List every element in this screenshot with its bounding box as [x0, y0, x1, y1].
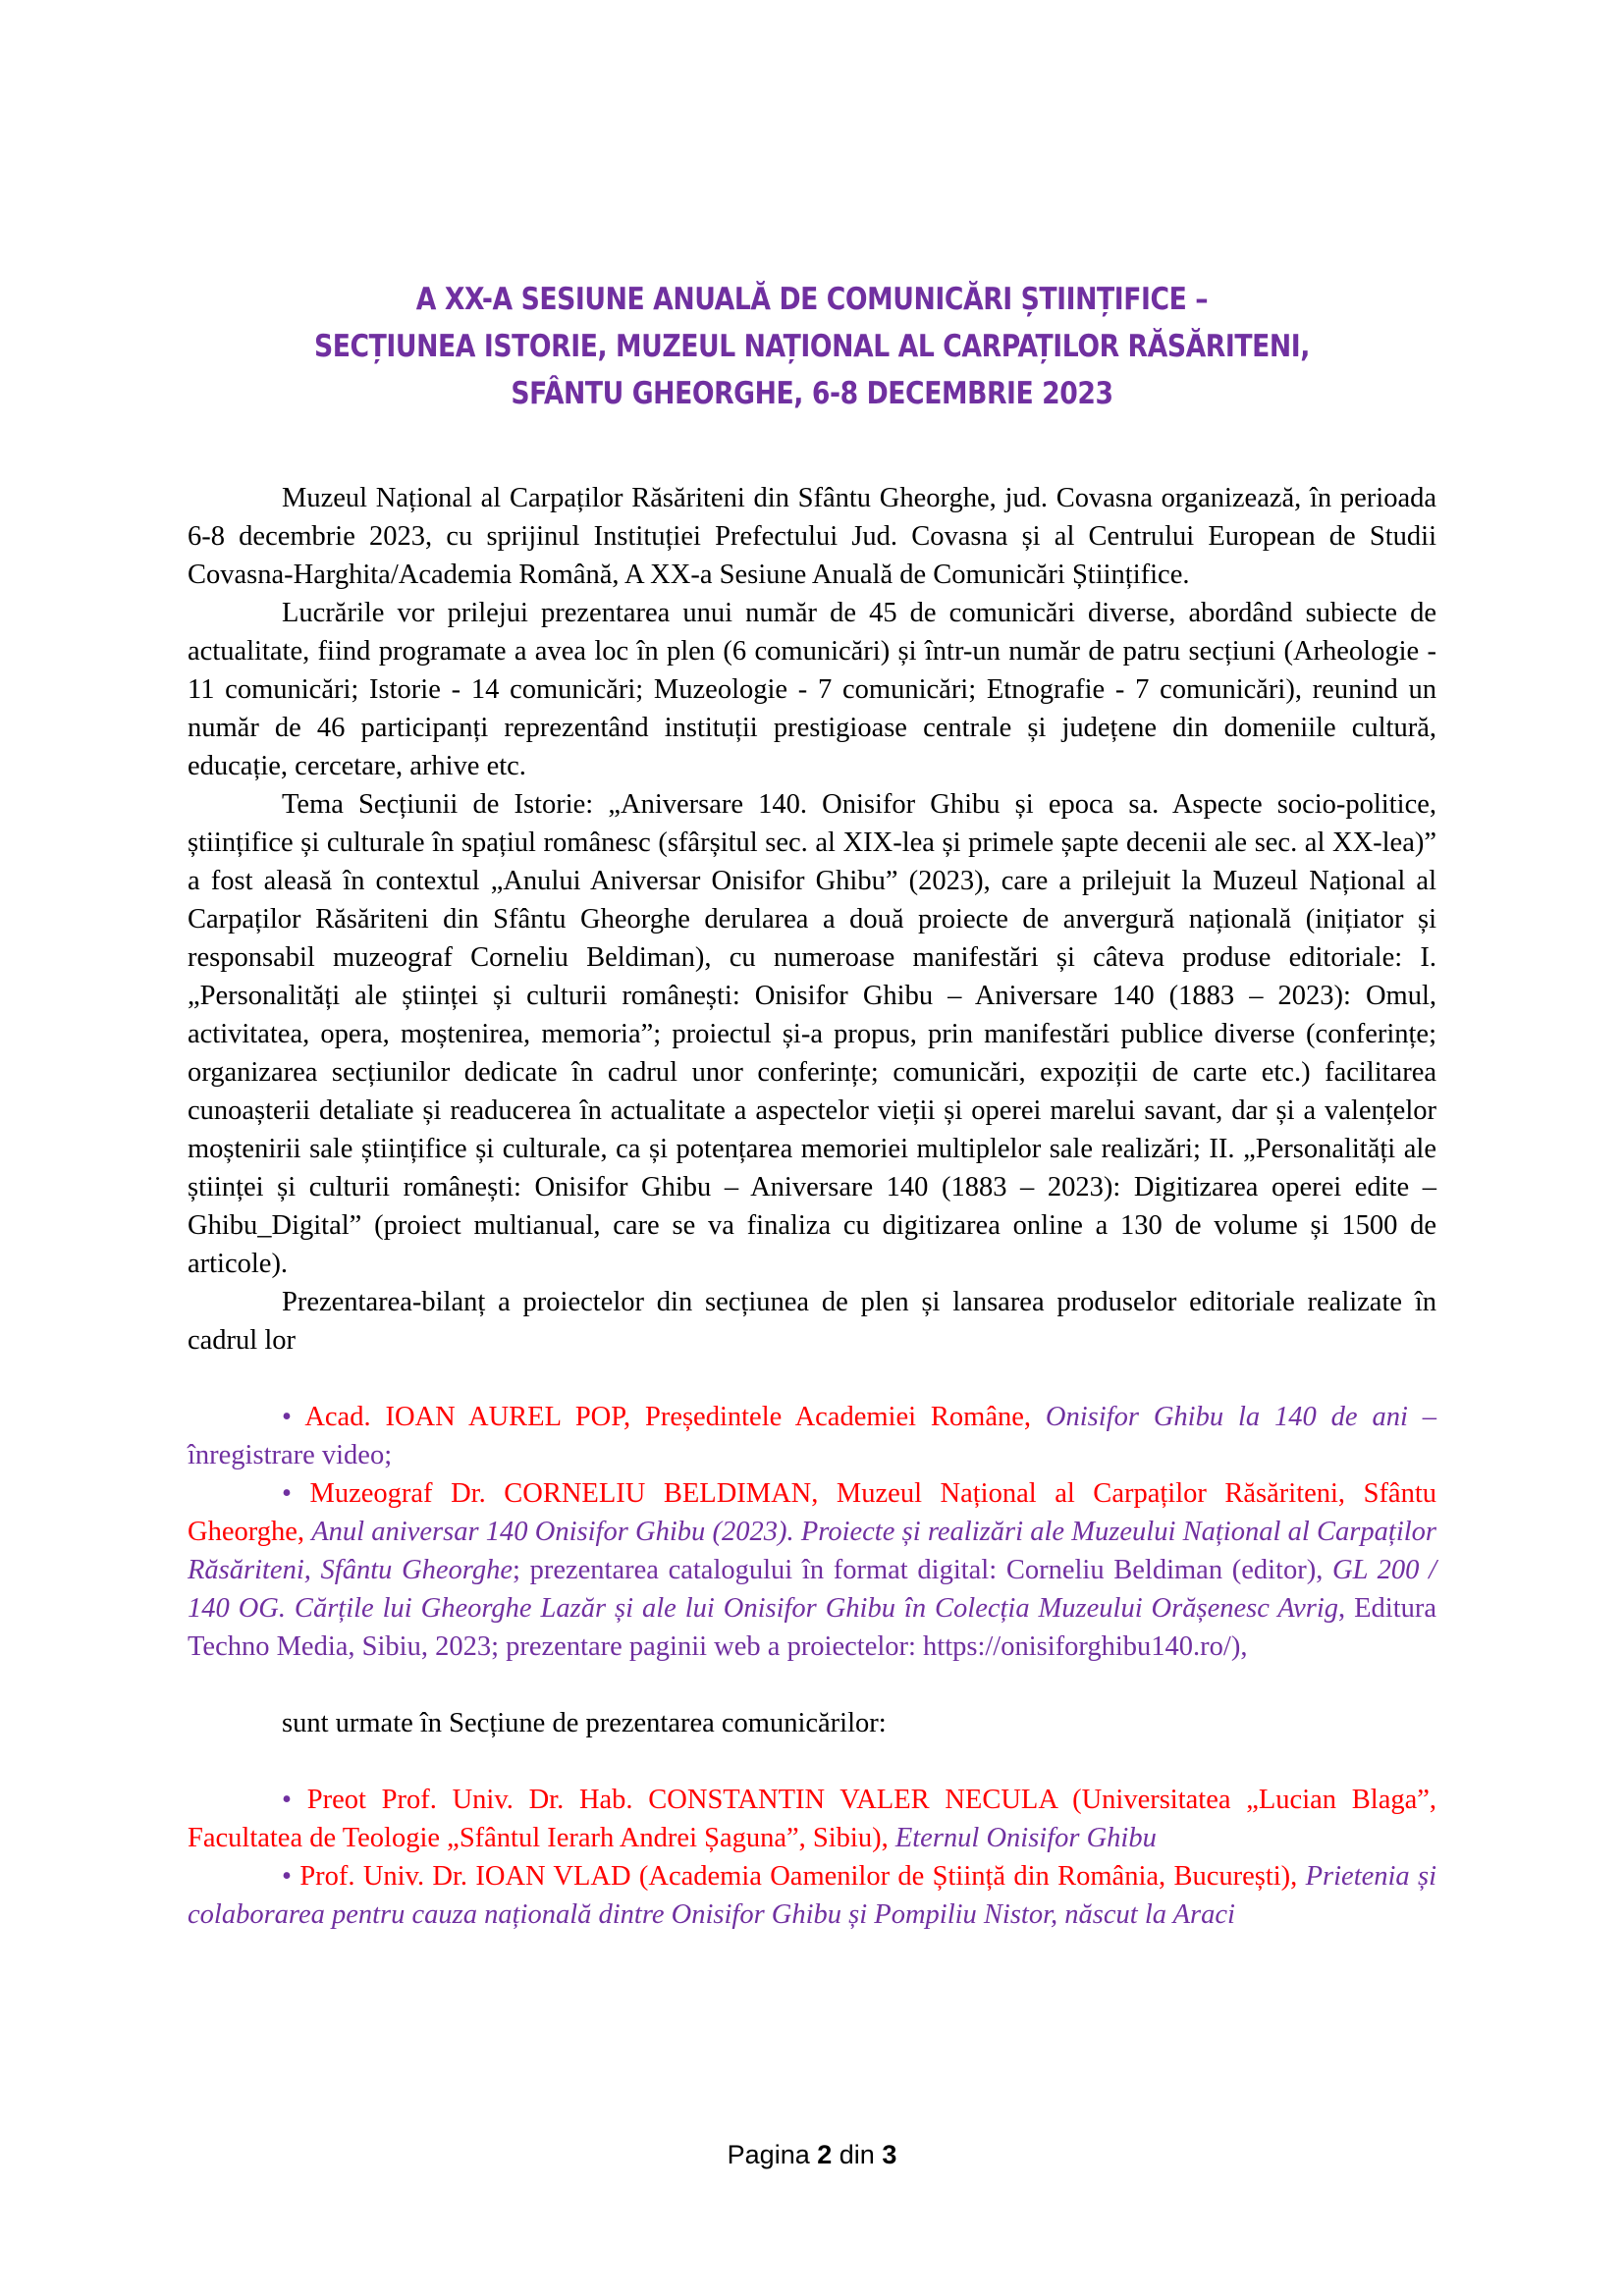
talk-title: Onisifor Ghibu la 140 de ani — [1045, 1402, 1408, 1432]
speaker-name: Acad. IOAN AUREL POP, Președintele Academiei Române, — [304, 1402, 1032, 1432]
theme-paragraph: Tema Secțiunii de Istorie: „Aniversare 140. Onisifor Ghibu și epoca sa. Aspecte socio-politice, științifice și culturale în spațiul românesc (sfârșitul sec. al XIX-lea și primele șapte decenii ale sec. al XX-lea)” a fost aleasă în contextul „Anului Aniversar Onisifor Ghibu” (2023), care a prilejuit la Muzeul Național al Carpaților Răsăriteni din Sfântu Gheorghe derularea a două proiecte de anvergură națională (inițiator și responsabil muzeograf Corneliu Beldiman), cu numeroase manifestări și câteva produse editoriale: I. „Personalități ale științei și culturii românești: Onisifor Ghibu – Aniversare 140 (1883 – 2023): Omul, activitatea, opera, moștenirea, memoria”; proiectul și-a propus, prin manifestări publice diverse (conferințe; organizarea secțiunilor dedicate în cadrul unor conferințe; comunicări, expoziții de carte etc.) facilitarea cunoașterii detaliate și readucerea în actualitate a aspectelor vieții și operei marelui savant, dar și a valențelor moștenirii sale științifice și culturale, ca și potențarea memoriei multiplelor sale realizări; II. „Personalități ale științei și culturii românești: Onisifor Ghibu – Aniversare 140 (1883 – 2023): Digitizarea operei edite – Ghibu_Digital” (proiect multianual, care se va finaliza cu digitizarea online a 130 de volume și 1500 de articole). — [188, 789, 1436, 1279]
plenary-item — [188, 1398, 1436, 1474]
title-line-2: SECȚIUNEA ISTORIE, MUZEUL NAȚIONAL AL CARPAȚILOR RĂSĂRITENI, — [313, 329, 1310, 364]
title-line-3: SFÂNTU GHEORGHE, 6-8 DECEMBRIE 2023 — [511, 376, 1113, 411]
speaker-name: Muzeograf Dr. CORNELIU BELDIMAN, Muzeul Național al Carpaților Răsăriteni, Sfântu Gheorghe, — [188, 1478, 1437, 1547]
section-item — [188, 1857, 1436, 1934]
page-label: Pagina — [727, 2140, 818, 2169]
talk-title: Anul aniversar 140 Onisifor Ghibu (2023). Proiecte și realizări ale Muzeului Național al Carpaților Răsăriteni, Sfântu Gheorghe — [188, 1517, 1436, 1585]
page-of-label: din — [832, 2140, 883, 2169]
works-paragraph: Lucrările vor prilejui prezentarea unui număr de 45 de comunicări diverse, abordând subiecte de actualitate, fiind programate a avea loc în plen (6 comunicări) și într-un număr de patru secțiuni (Arheologie - 11 comunicări; Istorie - 14 comunicări; Muzeologie - 7 comunicări; Etnografie - 7 comunicări), reunind un număr de 46 participanți reprezentând instituții prestigioase centrale și județene din domeniile cultură, educație, cercetare, arhive etc. — [188, 598, 1436, 781]
speaker-name: Preot Prof. Univ. Dr. Hab. CONSTANTIN VALER NECULA (Universitatea „Lucian Blaga”, Facultatea de Teologie „Sfântul Ierarh Andrei Șaguna”, Sibiu), — [188, 1785, 1437, 1853]
spacer — [188, 1742, 1436, 1781]
spacer — [188, 1666, 1436, 1704]
plenary-intro-paragraph: Prezentarea-bilanț a proiectelor din secțiunea de plen și lansarea produselor editoriale realizate în cadrul lor — [188, 1287, 1436, 1356]
talk-title: Eternul Onisifor Ghibu — [894, 1823, 1157, 1853]
document-body — [188, 479, 1436, 1934]
catalog-title: GL 200 / 140 OG. Cărțile lui Gheorghe Lazăr și ale lui Onisifor Ghibu în Colecția Muzeului Orășenesc Avrig — [188, 1555, 1436, 1624]
catalog-note: , Editura Techno Media, Sibiu, 2023; prezentare paginii web a proiectelor: https://onisiforghibu140.ro/), — [188, 1593, 1437, 1662]
talk-note: – înregistrare video; — [188, 1402, 1436, 1470]
talk-title: Prietenia și colaborarea pentru cauza națională dintre Onisifor Ghibu și Pompiliu Nistor, născut la Araci — [188, 1861, 1437, 1930]
bullet-icon: • — [282, 1402, 292, 1432]
transition-text: sunt urmate în Secțiune de prezentarea comunicărilor: — [282, 1708, 887, 1738]
talk-note: ; prezentarea catalogului în format digital: Corneliu Beldiman (editor), — [513, 1555, 1333, 1585]
speaker-name: Prof. Univ. Dr. IOAN VLAD (Academia Oamenilor de Știință din România, București), — [299, 1861, 1298, 1892]
bullet-icon: • — [282, 1478, 292, 1509]
spacer — [188, 1360, 1436, 1398]
page-footer — [0, 2140, 1624, 2170]
current-page-number: 2 — [817, 2140, 833, 2169]
plenary-item — [188, 1474, 1436, 1666]
bullet-icon: • — [282, 1785, 292, 1815]
document-title — [241, 276, 1383, 417]
intro-paragraph: Muzeul Național al Carpaților Răsăriteni din Sfântu Gheorghe, jud. Covasna organizează, în perioada 6-8 decembrie 2023, cu sprijinul Instituției Prefectului Jud. Covasna și al Centrului European de Studii Covasna-Harghita/Academia Română, A XX-a Sesiune Anuală de Comunicări Științifice. — [188, 483, 1436, 590]
bullet-icon: • — [282, 1861, 292, 1892]
total-pages-number: 3 — [882, 2140, 897, 2169]
section-item — [188, 1781, 1436, 1857]
title-line-1: A XX-A SESIUNE ANUALĂ DE COMUNICĂRI ȘTIINȚIFICE – — [415, 282, 1209, 317]
